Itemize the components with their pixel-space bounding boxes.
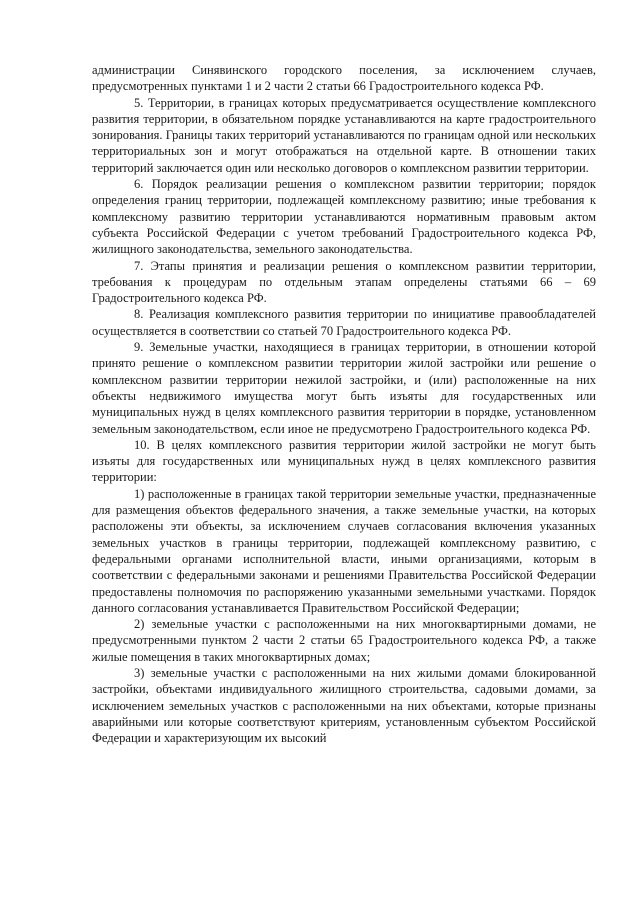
- paragraph-item-7: 7. Этапы принятия и реализации решения о комплексном развитии территории, требования к процедурам по отдельным этапам определены статьями 66 – 69 Градостроительного кодекса РФ.: [92, 258, 596, 306]
- subitem-2: 2) земельные участки с расположенными на них многоквартирными домами, не предусмотренными пунктом 2 части 2 статьи 65 Градостроительного кодекса РФ, а также жилые помещения в таких многоквартирных домах;: [92, 617, 596, 664]
- subitem-1: 1) расположенные в границах такой территории земельные участки, предназначенные для размещения объектов федерального значения, а также земельные участки, на которых расположены эти объекты, за исключением случаев согласования включения указанных земельных участков в границы территории, подлежащей комплексному развитию, с федеральными органами исполнительной власти, иными организациями, которым в соответствии с федеральными законами и решениями Правительства Российской Федерации предоставлены полномочия по распоряжению указанными земельными участками. Порядок данного согласования устанавливается Правительством Российской Федерации;: [92, 486, 596, 615]
- paragraph-item-8: 8. Реализация комплексного развития территории по инициативе правообладателей осуществляется в соответствии со статьей 70 Градостроительного кодекса РФ.: [92, 307, 596, 338]
- paragraph-item-9: 9. Земельные участки, находящиеся в границах территории, в отношении которой принято решение о комплексном развитии территории жилой застройки или решение о комплексном развитии территории нежилой застройки, и (или) расположенные на них объекты недвижимого имущества могут быть изъяты для государственных или муниципальных нужд в целях комплексного развития территории в порядке, установленном земельным законодательством, если иное не предусмотрено Градостроительного кодекса РФ.: [92, 340, 596, 436]
- paragraph-continuation: администрации Синявинского городского поселения, за исключением случаев, предусмотренных пунктами 1 и 2 части 2 статьи 66 Градостроительного кодекса РФ.: [92, 63, 596, 94]
- subitem-3: 3) земельные участки с расположенными на них жилыми домами блокированной застройки, объектами индивидуального жилищного строительства, садовыми домами, за исключением земельных участков с расположенными на них объектами, которые признаны аварийными или которые соответствуют критериям, установленным субъектом Российской Федерации и характеризующим их высокий: [92, 665, 596, 746]
- paragraph-item-10: 10. В целях комплексного развития территории жилой застройки не могут быть изъяты для государственных или муниципальных нужд в целях комплексного развития территории:: [92, 437, 596, 485]
- paragraph-item-5: 5. Территории, в границах которых предусматривается осуществление комплексного развития территории, в обязательном порядке устанавливаются на карте градостроительного зонирования. Границы таких территорий устанавливаются по границам одной или нескольких территориальных зон и могут отображаться на отдельной карте. В отношении таких территорий заключается один или несколько договоров о комплексном развитии территории.: [92, 95, 596, 175]
- paragraph-item-6: 6. Порядок реализации решения о комплексном развитии территории; порядок определения границ территории, подлежащей комплексному развитию; иные требования к комплексному развитию территории устанавливаются нормативным правовым актом субъекта Российской Федерации с учетом требований Градостроительного кодекса РФ, жилищного законодательства, земельного законодательства.: [92, 177, 596, 257]
